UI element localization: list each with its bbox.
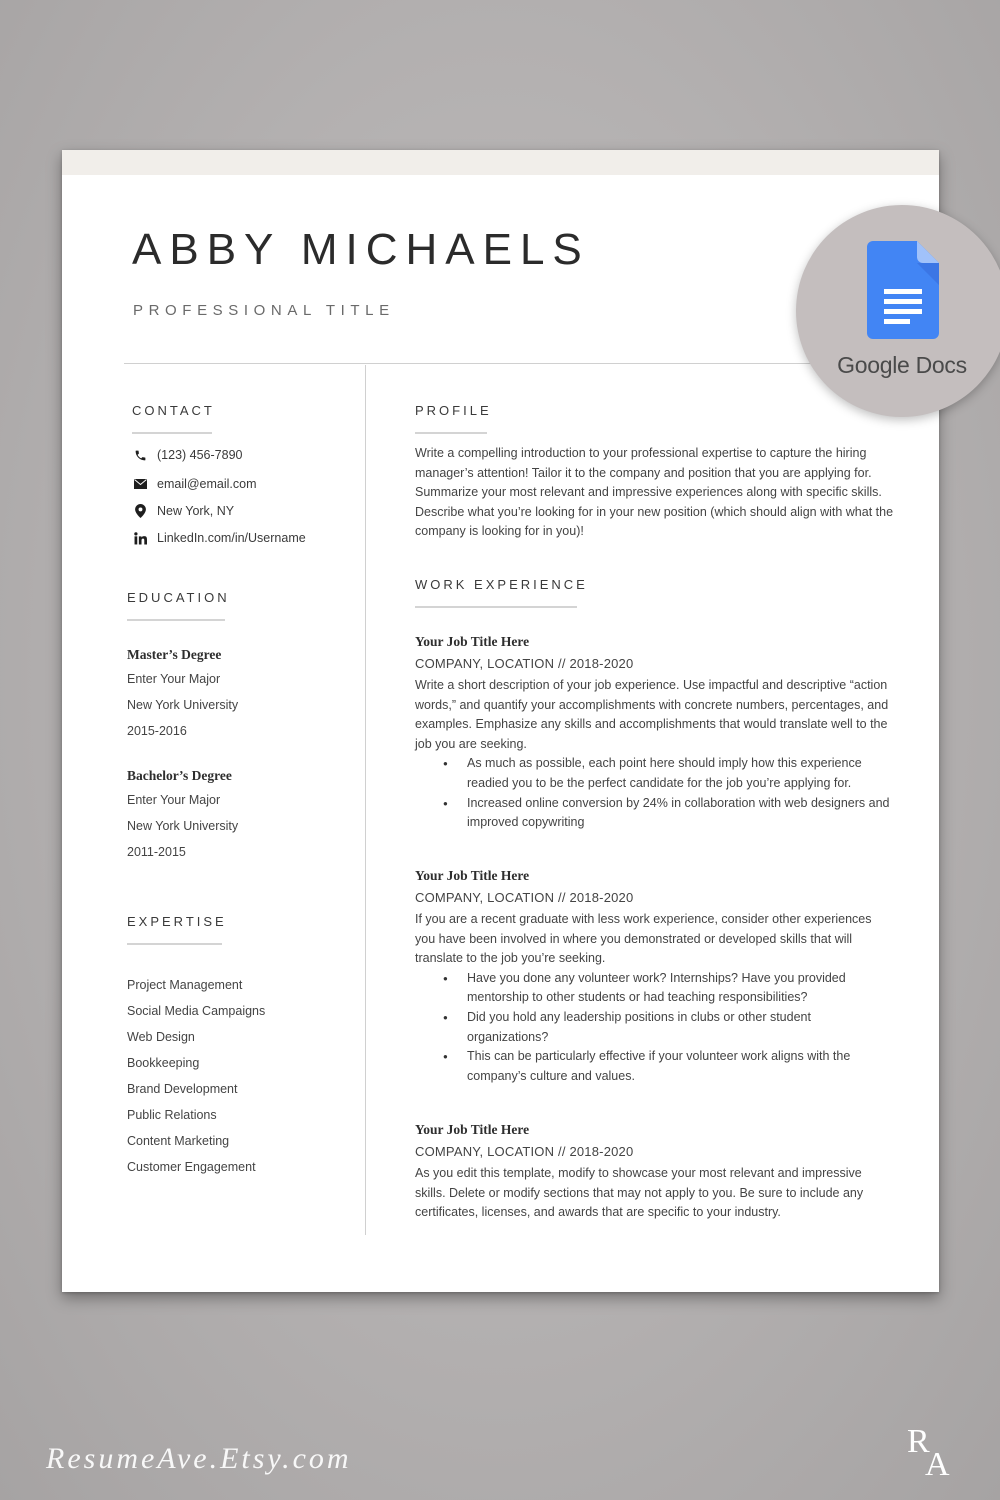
expertise-list bbox=[127, 972, 265, 1180]
contact-location-text: New York, NY bbox=[157, 504, 235, 518]
location-pin-icon bbox=[132, 503, 148, 519]
shop-url: ResumeAve.Etsy.com bbox=[46, 1442, 352, 1475]
svg-text:R: R bbox=[907, 1423, 930, 1460]
education-heading: EDUCATION bbox=[127, 590, 230, 605]
skill-item: Brand Development bbox=[127, 1082, 238, 1096]
contact-location bbox=[132, 502, 234, 520]
job-company: COMPANY, LOCATION // 2018-2020 bbox=[415, 1144, 634, 1159]
skill-item: Web Design bbox=[127, 1030, 195, 1044]
degree-name: Bachelor’s Degree bbox=[127, 768, 232, 783]
education-heading-underline bbox=[127, 619, 225, 621]
job-bullet: ● As much as possible, each point here should imply how this experience readied you to be the perfect candidate for the job you’re applying for. bbox=[467, 754, 895, 793]
contact-phone-text: (123) 456-7890 bbox=[157, 448, 243, 462]
degree-school: New York University bbox=[127, 819, 239, 833]
linkedin-icon bbox=[132, 530, 148, 546]
work-experience-heading-underline bbox=[415, 606, 577, 608]
skill-item: Social Media Campaigns bbox=[127, 1004, 266, 1018]
svg-text:A: A bbox=[925, 1446, 950, 1480]
contact-heading-underline bbox=[132, 432, 212, 434]
skill-item: Customer Engagement bbox=[127, 1160, 256, 1174]
profile-heading-underline bbox=[415, 432, 487, 434]
google-docs-label: Google Docs bbox=[837, 352, 967, 378]
job-company: COMPANY, LOCATION // 2018-2020 bbox=[415, 890, 634, 905]
header-band bbox=[62, 150, 939, 175]
degree-name: Master’s Degree bbox=[127, 647, 222, 662]
skill-item: Bookkeeping bbox=[127, 1056, 200, 1070]
degree-major: Enter Your Major bbox=[127, 793, 221, 807]
job-description: As you edit this template, modify to showcase your most relevant and impressive skills. Delete or modify sections that may not apply to you. Be sure to include any certificates, licenses, and awards that are specific to your industry. bbox=[415, 1166, 864, 1220]
profile-heading: PROFILE bbox=[415, 403, 492, 418]
job-description: If you are a recent graduate with less work experience, consider other experiences you have been involved in where you demonstrated or developed skills that will translate to the job you’re seeking. bbox=[415, 912, 872, 966]
skill-item: Public Relations bbox=[127, 1108, 217, 1122]
expertise-heading: EXPERTISE bbox=[127, 914, 227, 929]
contact-linkedin bbox=[132, 529, 306, 547]
job-entry bbox=[415, 632, 895, 833]
degree-years: 2011-2015 bbox=[127, 845, 186, 859]
job-title: Your Job Title Here bbox=[415, 634, 530, 649]
job-bullet: ● Have you done any volunteer work? Internships? Have you provided mentorship to other students or had teaching responsibilities? bbox=[467, 969, 895, 1008]
column-divider bbox=[365, 365, 366, 1235]
job-description: Write a short description of your job experience. Use impactful and descriptive “action words,” and quantify your accomplishments with concrete numbers, percentages, and examples. Emphasize any skills and accomplishments that would translate well to the job you are seeking. bbox=[415, 678, 889, 751]
degree-years: 2015-2016 bbox=[127, 724, 187, 738]
job-title: Your Job Title Here bbox=[415, 1122, 530, 1137]
contact-phone bbox=[132, 446, 242, 464]
skill-item: Content Marketing bbox=[127, 1134, 230, 1148]
work-experience-heading: WORK EXPERIENCE bbox=[415, 577, 588, 592]
contact-email bbox=[132, 475, 257, 493]
google-docs-badge bbox=[796, 205, 1000, 417]
job-bullet: ● This can be particularly effective if your volunteer work aligns with the company’s culture and values. bbox=[467, 1047, 895, 1086]
envelope-icon bbox=[132, 476, 148, 492]
job-entry bbox=[415, 866, 895, 1086]
brand-logo bbox=[905, 1420, 965, 1485]
job-bullets bbox=[415, 754, 895, 832]
phone-icon bbox=[132, 447, 148, 463]
job-entry bbox=[415, 1120, 895, 1223]
education-item bbox=[127, 765, 238, 865]
professional-title: PROFESSIONAL TITLE bbox=[133, 302, 395, 319]
google-docs-icon bbox=[867, 241, 939, 344]
expertise-heading-underline bbox=[127, 943, 222, 945]
job-bullet: ● Did you hold any leadership positions in clubs or other student organizations? bbox=[467, 1008, 895, 1047]
degree-school: New York University bbox=[127, 698, 239, 712]
job-title: Your Job Title Here bbox=[415, 868, 530, 883]
job-company: COMPANY, LOCATION // 2018-2020 bbox=[415, 656, 634, 671]
contact-heading: CONTACT bbox=[132, 403, 215, 418]
profile-text: Write a compelling introduction to your professional expertise to capture the hiring manager’s attention! Tailor it to the company and position that you are applying for. Summarize your most relevant and impressive experiences along with specific skills. Describe what you’re looking for in your new position (which should align with what the company is looking for in you)! bbox=[415, 446, 894, 539]
contact-linkedin-text: LinkedIn.com/in/Username bbox=[157, 531, 306, 545]
job-bullets bbox=[415, 969, 895, 1087]
education-item bbox=[127, 644, 238, 744]
degree-major: Enter Your Major bbox=[127, 672, 221, 686]
contact-email-text: email@email.com bbox=[157, 477, 257, 491]
skill-item: Project Management bbox=[127, 978, 243, 992]
candidate-name: ABBY MICHAELS bbox=[132, 225, 590, 274]
job-bullet: ● Increased online conversion by 24% in collaboration with web designers and improved copywriting bbox=[467, 794, 895, 833]
